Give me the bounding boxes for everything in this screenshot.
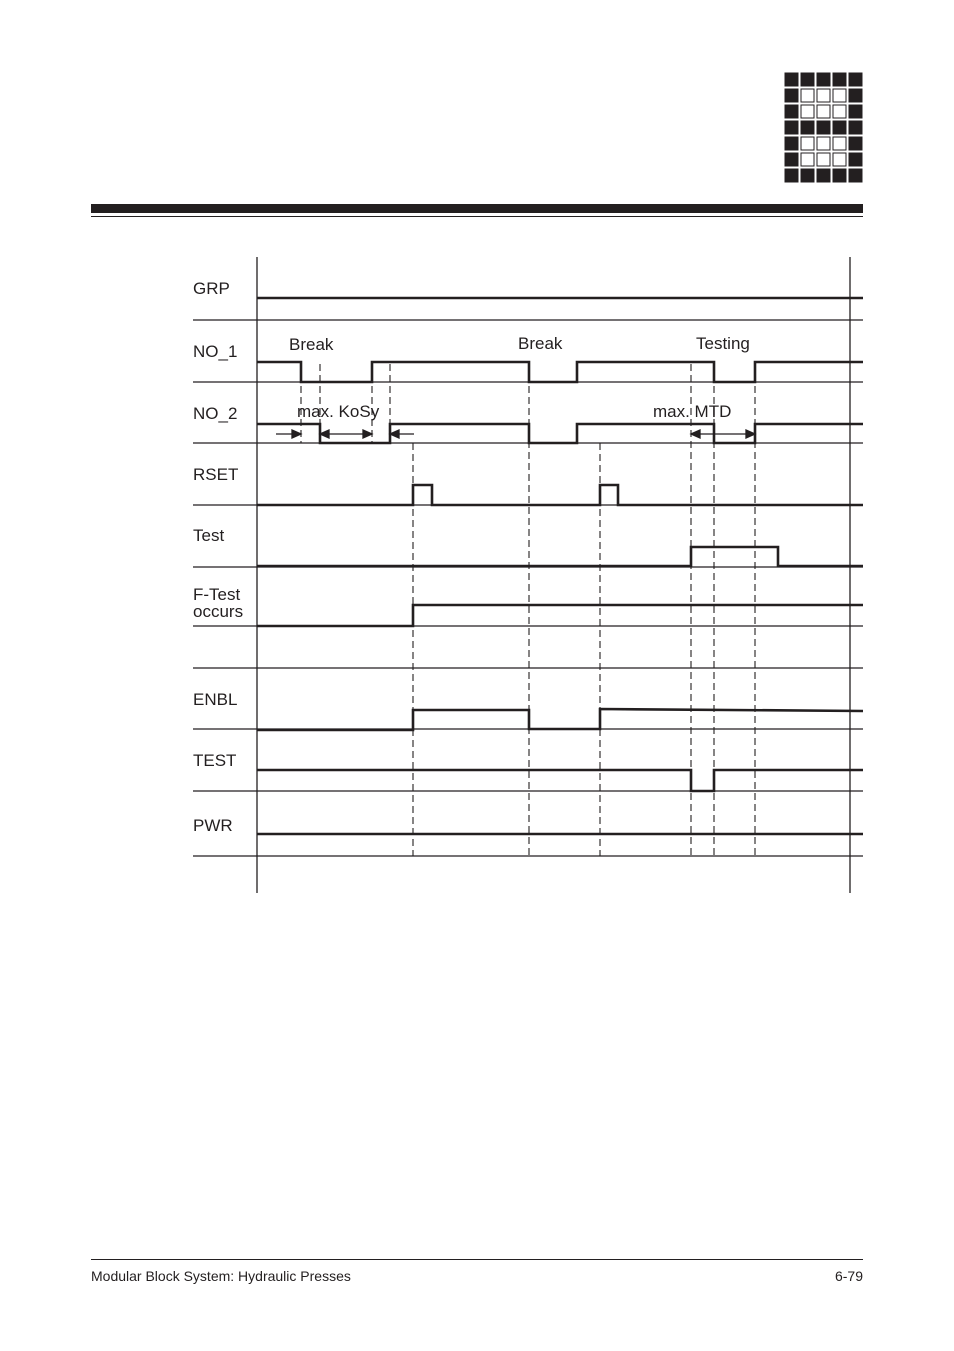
annotation-break-2: Break [518, 334, 563, 353]
label-no1: NO_1 [193, 342, 238, 361]
annotation-testing: Testing [696, 334, 750, 353]
waveform-rset [257, 485, 863, 505]
footer-rule [91, 1259, 863, 1260]
label-test2: TEST [193, 751, 237, 770]
label-pwr: PWR [193, 816, 233, 835]
dimension-arrows [276, 430, 755, 438]
annotation-break-1: Break [289, 335, 334, 354]
waveforms [257, 298, 863, 834]
waveform-no1 [257, 362, 863, 382]
waveform-enbl [257, 709, 863, 730]
footer-title: Modular Block System: Hydraulic Presses [91, 1268, 351, 1284]
label-no2: NO_2 [193, 404, 238, 423]
label-rset: RSET [193, 465, 239, 484]
annotation-max-mtd: max. MTD [653, 402, 732, 421]
page-number: 6-79 [834, 1268, 863, 1284]
waveform-ftest [257, 605, 863, 626]
annotation-max-kosy: max. KoSy [297, 402, 380, 421]
waveform-test2 [257, 770, 863, 791]
waveform-test [257, 547, 863, 566]
label-ftest-line2: occurs [193, 602, 244, 621]
label-ftest-line1: F-Test [193, 585, 241, 604]
label-enbl: ENBL [193, 690, 238, 709]
label-grp: GRP [193, 279, 230, 298]
label-test: Test [193, 526, 225, 545]
